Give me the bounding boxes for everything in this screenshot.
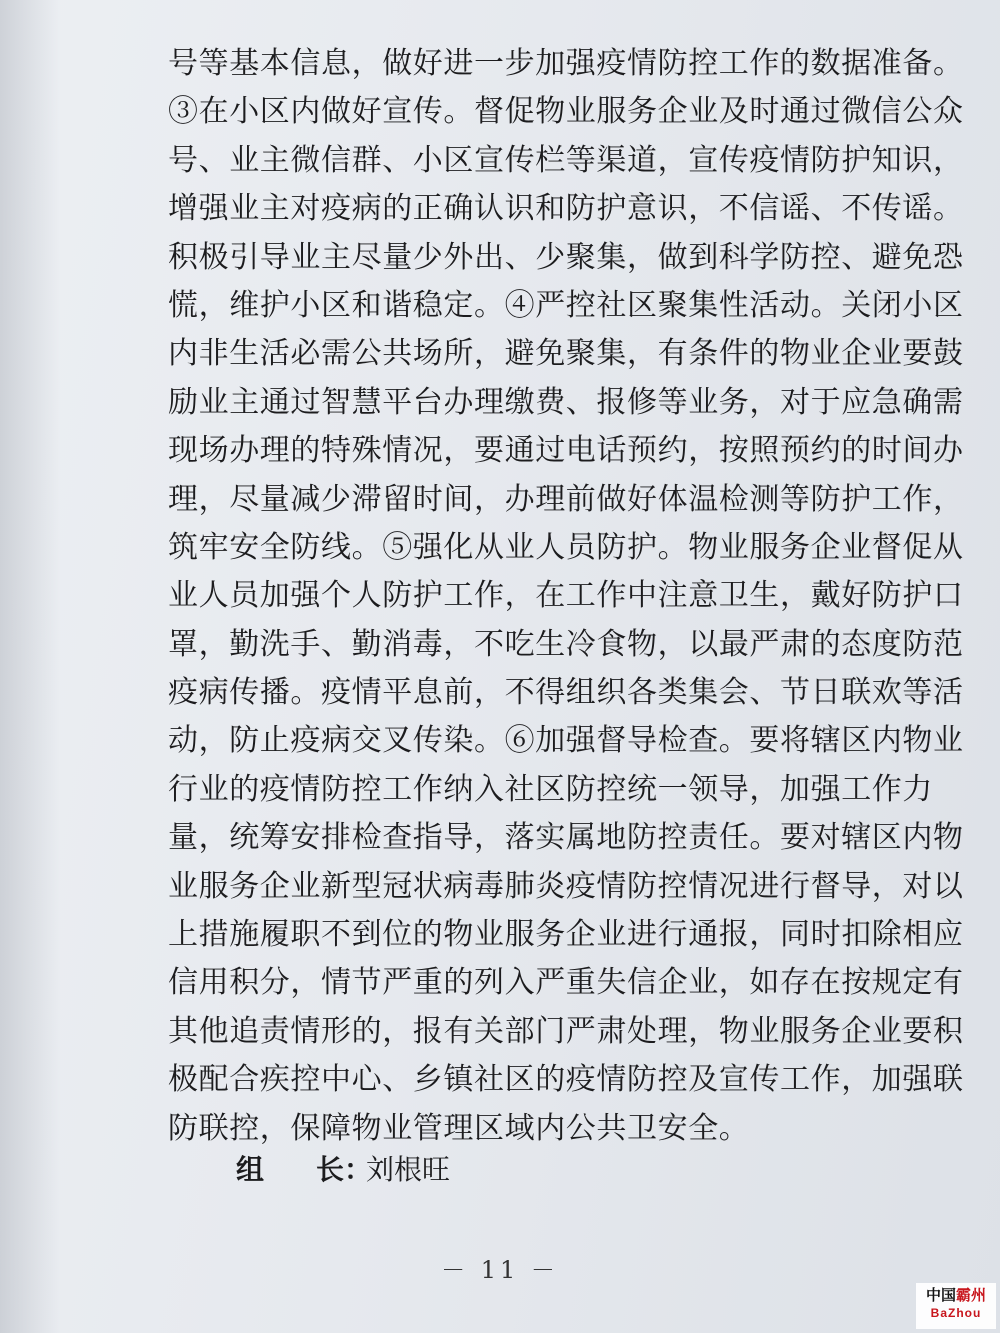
group-leader-line [236, 1148, 450, 1188]
watermark-text-black: 中国 [925, 1287, 956, 1304]
text-line: 内非生活必需公共场所，避免聚集，有条件的物业企业要鼓 [168, 336, 964, 372]
page-number: － 11 － [441, 1256, 559, 1284]
text-line: 慌，维护小区和谐稳定。④严控社区聚集性活动。关闭小区 [168, 287, 964, 323]
text-line: 筑牢安全防线。⑤强化从业人员防护。物业服务企业督促从 [168, 529, 964, 565]
text-line: 罩，勤洗手、勤消毒，不吃生冷食物，以最严肃的态度防范 [168, 626, 964, 662]
text-line: 积极引导业主尽量少外出、少聚集，做到科学防控、避免恐 [168, 239, 964, 275]
text-line: ③在小区内做好宣传。督促物业服务企业及时通过微信公众 [168, 94, 964, 130]
text-line: 动，防止疫病交叉传染。⑥加强督导检查。要将辖区内物业 [168, 723, 964, 759]
text-line: 疫病传播。疫情平息前，不得组织各类集会、节日联欢等活 [168, 675, 964, 711]
text-line: 其他追责情形的，报有关部门严肃处理，物业服务企业要积 [168, 1013, 964, 1049]
text-line: 防联控，保障物业管理区域内公共卫安全。 [168, 1110, 750, 1146]
text-line: 上措施履职不到位的物业服务企业进行通报，同时扣除相应 [168, 917, 964, 953]
text-line: 信用积分，情节严重的列入严重失信企业，如存在按规定有 [168, 965, 964, 1001]
text-line: 号等基本信息，做好进一步加强疫情防控工作的数据准备。 [168, 46, 964, 81]
text-line: 行业的疫情防控工作纳入社区防控统一领导，加强工作力 [168, 771, 933, 807]
text-line: 量，统筹安排检查指导，落实属地防控责任。要对辖区内物 [168, 820, 964, 856]
text-line: 励业主通过智慧平台办理缴费、报修等业务，对于应急确需 [168, 384, 964, 420]
text-line: 增强业主对疫病的正确认识和防护意识，不信谣、不传谣。 [168, 191, 964, 227]
text-line: 业人员加强个人防护工作，在工作中注意卫生，戴好防护口 [168, 578, 964, 614]
body-text [168, 40, 964, 1153]
text-line: 理，尽量减少滞留时间，办理前做好体温检测等防护工作， [168, 481, 964, 517]
page-shadow [0, 0, 60, 1333]
text-line: 现场办理的特殊情况，要通过电话预约，按照预约的时间办 [168, 433, 964, 469]
text-line: 号、业主微信群、小区宣传栏等渠道，宣传疫情防护知识， [168, 142, 964, 178]
watermark-title [916, 1287, 996, 1305]
leader-label-second: 长： [316, 1153, 373, 1186]
text-line: 极配合疾控中心、乡镇社区的疫情防控及宣传工作，加强联 [168, 1062, 964, 1098]
text-line: 业服务企业新型冠状病毒肺炎疫情防控情况进行督导，对以 [168, 868, 964, 904]
group-leader-label [236, 1148, 373, 1188]
group-leader-name: 刘根旺 [366, 1153, 451, 1186]
bazhou-logo-watermark [916, 1283, 996, 1329]
watermark-text-red: 霸州 [956, 1287, 987, 1304]
leader-label-first: 组 [236, 1153, 265, 1186]
watermark-latin: BaZhou [930, 1306, 982, 1320]
